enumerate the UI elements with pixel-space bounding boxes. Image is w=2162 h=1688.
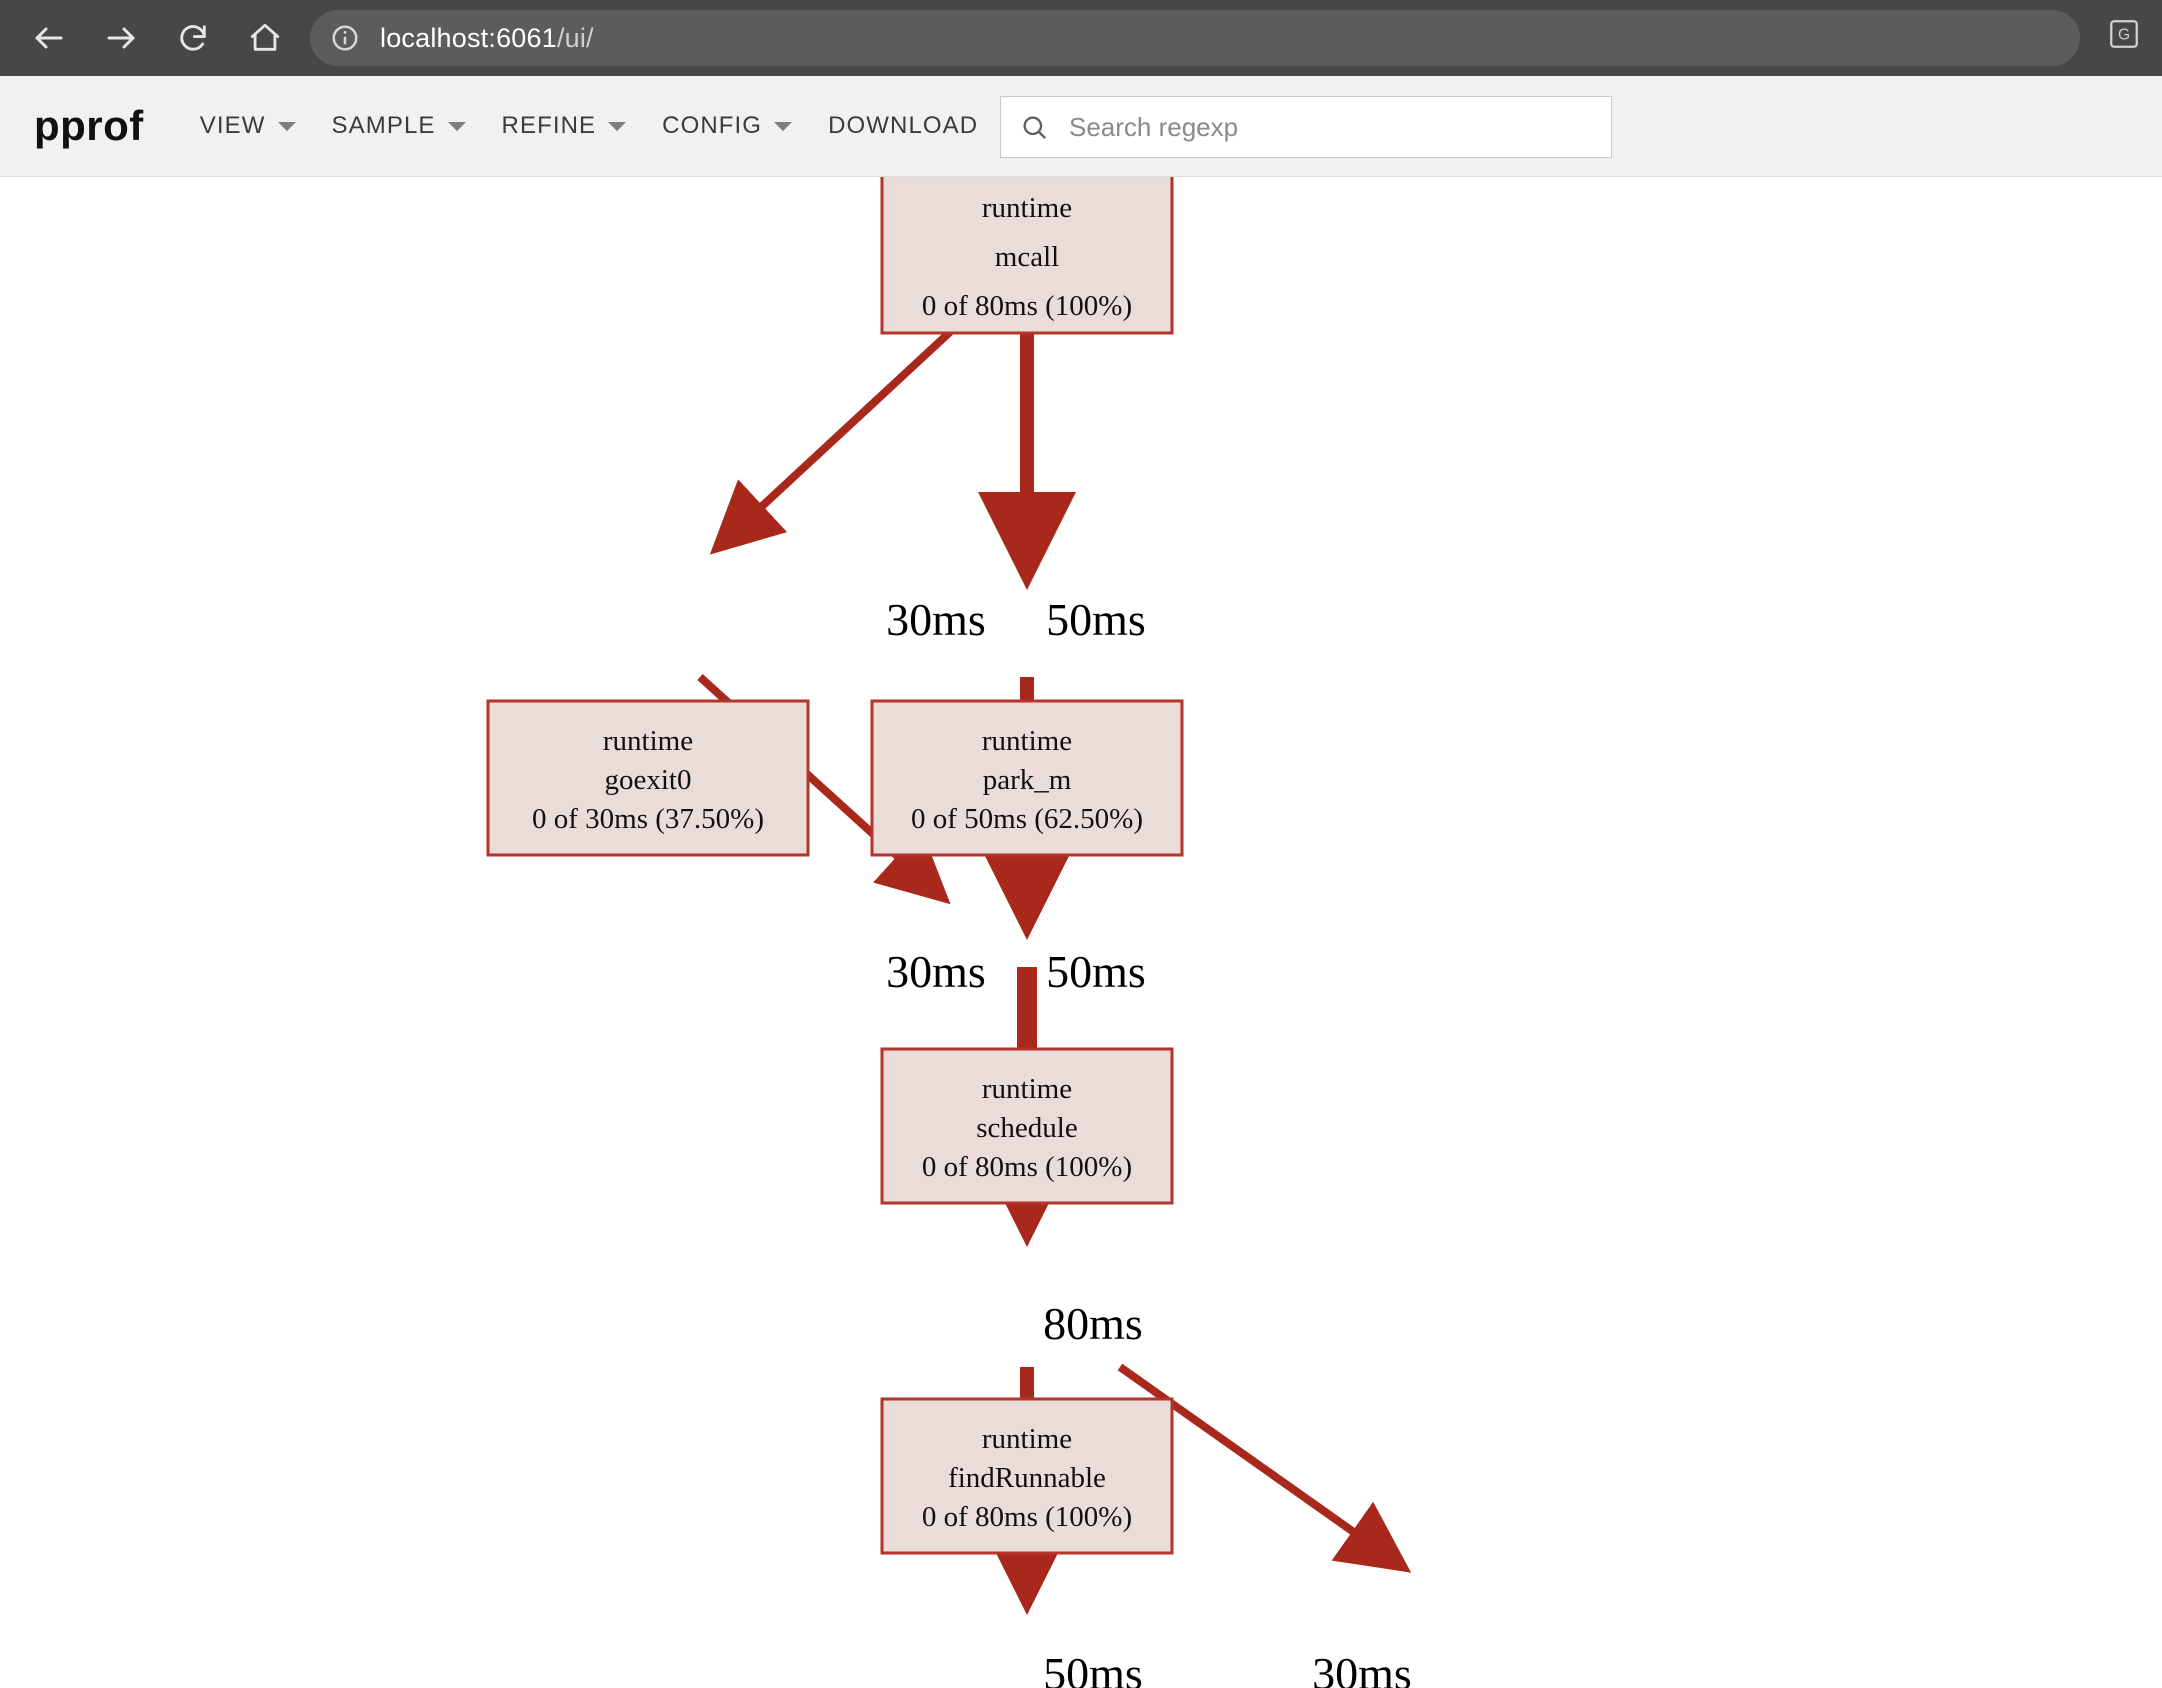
- menu-label-config: CONFIG: [662, 112, 763, 139]
- svg-text:G: G: [2117, 26, 2131, 44]
- node-pkg-schedule: runtime: [981, 1073, 1073, 1105]
- edge-label-schedule-findrunnable: 80ms: [1043, 1298, 1143, 1349]
- menu-item-view[interactable]: [182, 76, 314, 176]
- browser-toolbar: [0, 0, 2162, 76]
- address-bar-text: [380, 23, 594, 54]
- node-stat-findrunnable: 0 of 80ms (100%): [921, 1501, 1133, 1533]
- menu-item-config[interactable]: [644, 76, 810, 176]
- node-func-mcall: mcall: [994, 241, 1060, 273]
- info-circle-icon[interactable]: [330, 23, 360, 53]
- node-pkg-park_m: runtime: [981, 725, 1073, 757]
- graph-node-findrunnable[interactable]: [882, 1399, 1172, 1553]
- extension-icon[interactable]: [2100, 10, 2148, 58]
- reload-button[interactable]: [164, 9, 222, 67]
- main-menu: [182, 76, 996, 176]
- menu-label-refine: REFINE: [501, 112, 597, 139]
- edge-label-findrunnable-stopm: 30ms: [1312, 1648, 1412, 1688]
- forward-button[interactable]: [92, 9, 150, 67]
- menu-item-download[interactable]: [810, 76, 996, 176]
- search-input[interactable]: [1067, 111, 1551, 144]
- chevron-down-icon: [774, 122, 792, 131]
- node-pkg-goexit0: runtime: [602, 725, 694, 757]
- search-icon: [1019, 112, 1049, 142]
- node-pkg-findrunnable: runtime: [981, 1423, 1073, 1455]
- node-func-goexit0: goexit0: [604, 764, 692, 796]
- forward-arrow-icon: [103, 20, 139, 56]
- menu-label-view: VIEW: [199, 112, 266, 139]
- node-func-schedule: schedule: [976, 1112, 1078, 1144]
- node-stat-mcall: 0 of 80ms (100%): [921, 290, 1133, 322]
- graph-node-mcall[interactable]: [882, 177, 1172, 333]
- edge-label-goexit0-schedule: 30ms: [886, 946, 986, 997]
- node-func-park_m: park_m: [982, 764, 1072, 796]
- graph-node-goexit0[interactable]: [488, 701, 808, 855]
- address-host: localhost:6061: [380, 22, 557, 53]
- search-container[interactable]: [1000, 96, 1612, 158]
- home-icon: [248, 21, 282, 55]
- menu-item-sample[interactable]: [314, 76, 484, 176]
- home-button[interactable]: [236, 9, 294, 67]
- profile-graph: [0, 177, 2162, 1688]
- node-stat-park_m: 0 of 50ms (62.50%): [911, 803, 1143, 835]
- chevron-down-icon: [448, 122, 466, 131]
- address-path: /ui/: [556, 22, 594, 53]
- reload-icon: [176, 21, 210, 55]
- back-arrow-icon: [31, 20, 67, 56]
- graph-node-schedule[interactable]: [882, 1049, 1172, 1203]
- pprof-header: [0, 76, 2162, 177]
- node-stat-goexit0: 0 of 30ms (37.50%): [532, 803, 764, 835]
- node-stat-schedule: 0 of 80ms (100%): [921, 1151, 1133, 1183]
- chevron-down-icon: [608, 122, 626, 131]
- edge-label-mcall-park_m: 50ms: [1046, 594, 1146, 645]
- address-bar[interactable]: [310, 10, 2080, 66]
- edge-label-park_m-schedule: 50ms: [1046, 946, 1146, 997]
- menu-item-refine[interactable]: [484, 76, 645, 176]
- edge-mcall-goexit0: [745, 332, 950, 522]
- node-pkg-mcall: runtime: [981, 192, 1073, 224]
- graph-canvas[interactable]: [0, 177, 2162, 1688]
- graph-node-park_m[interactable]: [872, 701, 1182, 855]
- menu-label-download: DOWNLOAD: [828, 112, 979, 139]
- menu-label-sample: SAMPLE: [331, 112, 436, 139]
- edge-label-mcall-goexit0: 30ms: [886, 594, 986, 645]
- back-button[interactable]: [20, 9, 78, 67]
- pprof-logo: pprof: [34, 102, 144, 149]
- chevron-down-icon: [278, 122, 296, 131]
- edge-label-findrunnable-netpoll: 50ms: [1043, 1648, 1143, 1688]
- node-func-findrunnable: findRunnable: [948, 1462, 1106, 1494]
